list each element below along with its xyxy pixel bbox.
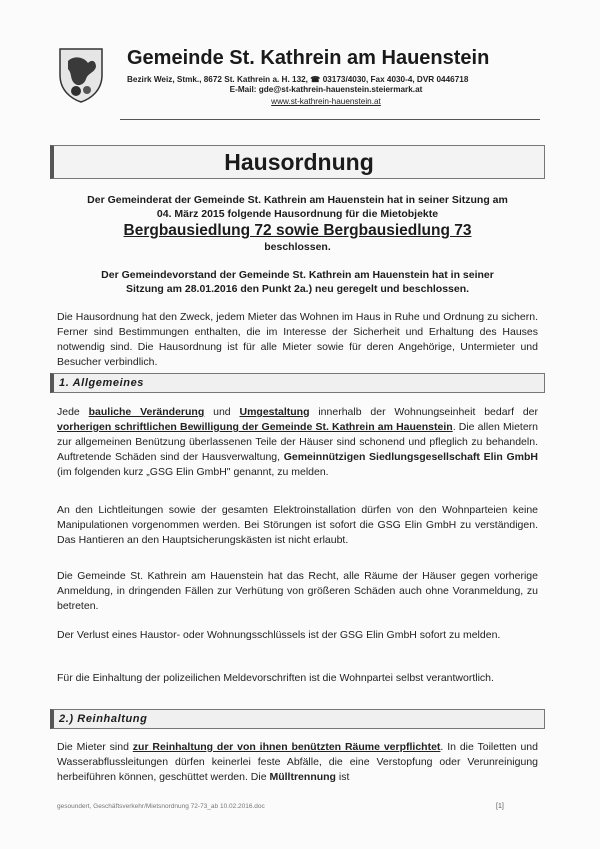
document-title: Hausordnung — [224, 149, 374, 175]
municipality-address: Bezirk Weiz, Stmk., 8672 St. Kathrein a. H. 132, ☎ 03173/4030, Fax 4030-4, DVR 0446718 — [127, 75, 469, 84]
section-1-header — [50, 373, 545, 393]
section-1-paragraph-5: Für die Einhaltung der polizeilichen Meldevorschriften ist die Wohnpartei selbst verantwortlich. — [57, 672, 494, 684]
section-1-paragraph-2: An den Lichtleitungen sowie der gesamten Elektroinstallation dürfen von den Wohnparteien keine Manipulationen vorgenommen werden. Bei Störungen ist sofort die GSG Elin GmbH zu verständigen. Das Hantieren an den Hauptsicherungskästen ist nicht erlaubt. — [57, 504, 538, 546]
municipality-email[interactable]: E-Mail: gde@st-kathrein-hauenstein.steiermark.at — [229, 85, 423, 94]
section-1-paragraph-3: Die Gemeinde St. Kathrein am Hauenstein hat das Recht, alle Räume der Häuser gegen vorherige Anmeldung, in dringenden Fällen zur Verhütung von größeren Schäden auch ohne Voranmeldung, zu betreten. — [57, 570, 538, 612]
intro-line-6: Sitzung am 28.01.2016 den Punkt 2a.) neu geregelt und beschlossen. — [125, 283, 470, 295]
footer-page-number: [1] — [496, 803, 504, 810]
section-2-header — [50, 709, 545, 729]
purpose-paragraph: Die Hausordnung hat den Zweck, jedem Mieter das Wohnen im Haus in Ruhe und Ordnung zu sichern. Ferner sind Bestimmungen enthalten, die im Interesse der Sicherheit und Erhaltung des Hauses notwendig sind. Die Hausordnung ist für alle Mieter sowie für deren Angehörige, Untermieter und Besucher verbindlich. — [57, 311, 538, 368]
document-title-box — [50, 145, 545, 179]
footer-file-path: gesoundert, Geschäftsverkehr/Mietsnordnung 72-73_ab 10.02.2016.doc — [57, 803, 265, 810]
header-divider — [120, 119, 540, 120]
coat-of-arms-icon — [58, 47, 104, 103]
section-1-heading: 1. Allgemeines — [59, 377, 145, 389]
section-1-paragraph-1: Jede bauliche Veränderung und Umgestaltung innerhalb der Wohnungseinheit bedarf der vorherigen schriftlichen Bewilligung der Gemeinde St. Kathrein am Hauenstein. Die allen Mietern zur allgemeinen Benützung überlassenen Teile der Häuser sind schonend und pfleglich zu behandeln. Auftretende Schäden sind der Hausverwaltung, Gemeinnützigen Siedlungsgesellschaft Elin GmbH (im folgenden kurz „GSG Elin GmbH" genannt, zu melden. — [57, 406, 539, 478]
intro-objects: Bergbausiedlung 72 sowie Bergbausiedlung 73 — [123, 222, 472, 239]
municipality-website-link[interactable]: www.st-kathrein-hauenstein.at — [271, 97, 381, 106]
municipality-name: Gemeinde St. Kathrein am Hauenstein — [127, 47, 490, 69]
section-2-paragraph-1: Die Mieter sind zur Reinhaltung der von ihnen benützten Räume verpflichtet. In die Toiletten und Wasserabflussleitungen dürfen keinerlei feste Abfälle, die eine Verstopfung oder Verunreinigung herbeiführen können, geschüttet werden. Die Mülltrennung ist — [57, 741, 538, 783]
intro-line-5: Der Gemeindevorstand der Gemeinde St. Kathrein am Hauenstein hat in seiner — [101, 269, 494, 281]
intro-line-2: 04. März 2015 folgende Hausordnung für die Mietobjekte — [156, 208, 439, 220]
intro-line-4: beschlossen. — [264, 241, 331, 253]
section-1-paragraph-4: Der Verlust eines Haustor- oder Wohnungsschlüssels ist der GSG Elin GmbH sofort zu melden. — [57, 629, 501, 641]
intro-line-1: Der Gemeinderat der Gemeinde St. Kathrein am Hauenstein hat in seiner Sitzung am — [87, 194, 508, 206]
section-2-heading: 2.) Reinhaltung — [59, 713, 148, 725]
